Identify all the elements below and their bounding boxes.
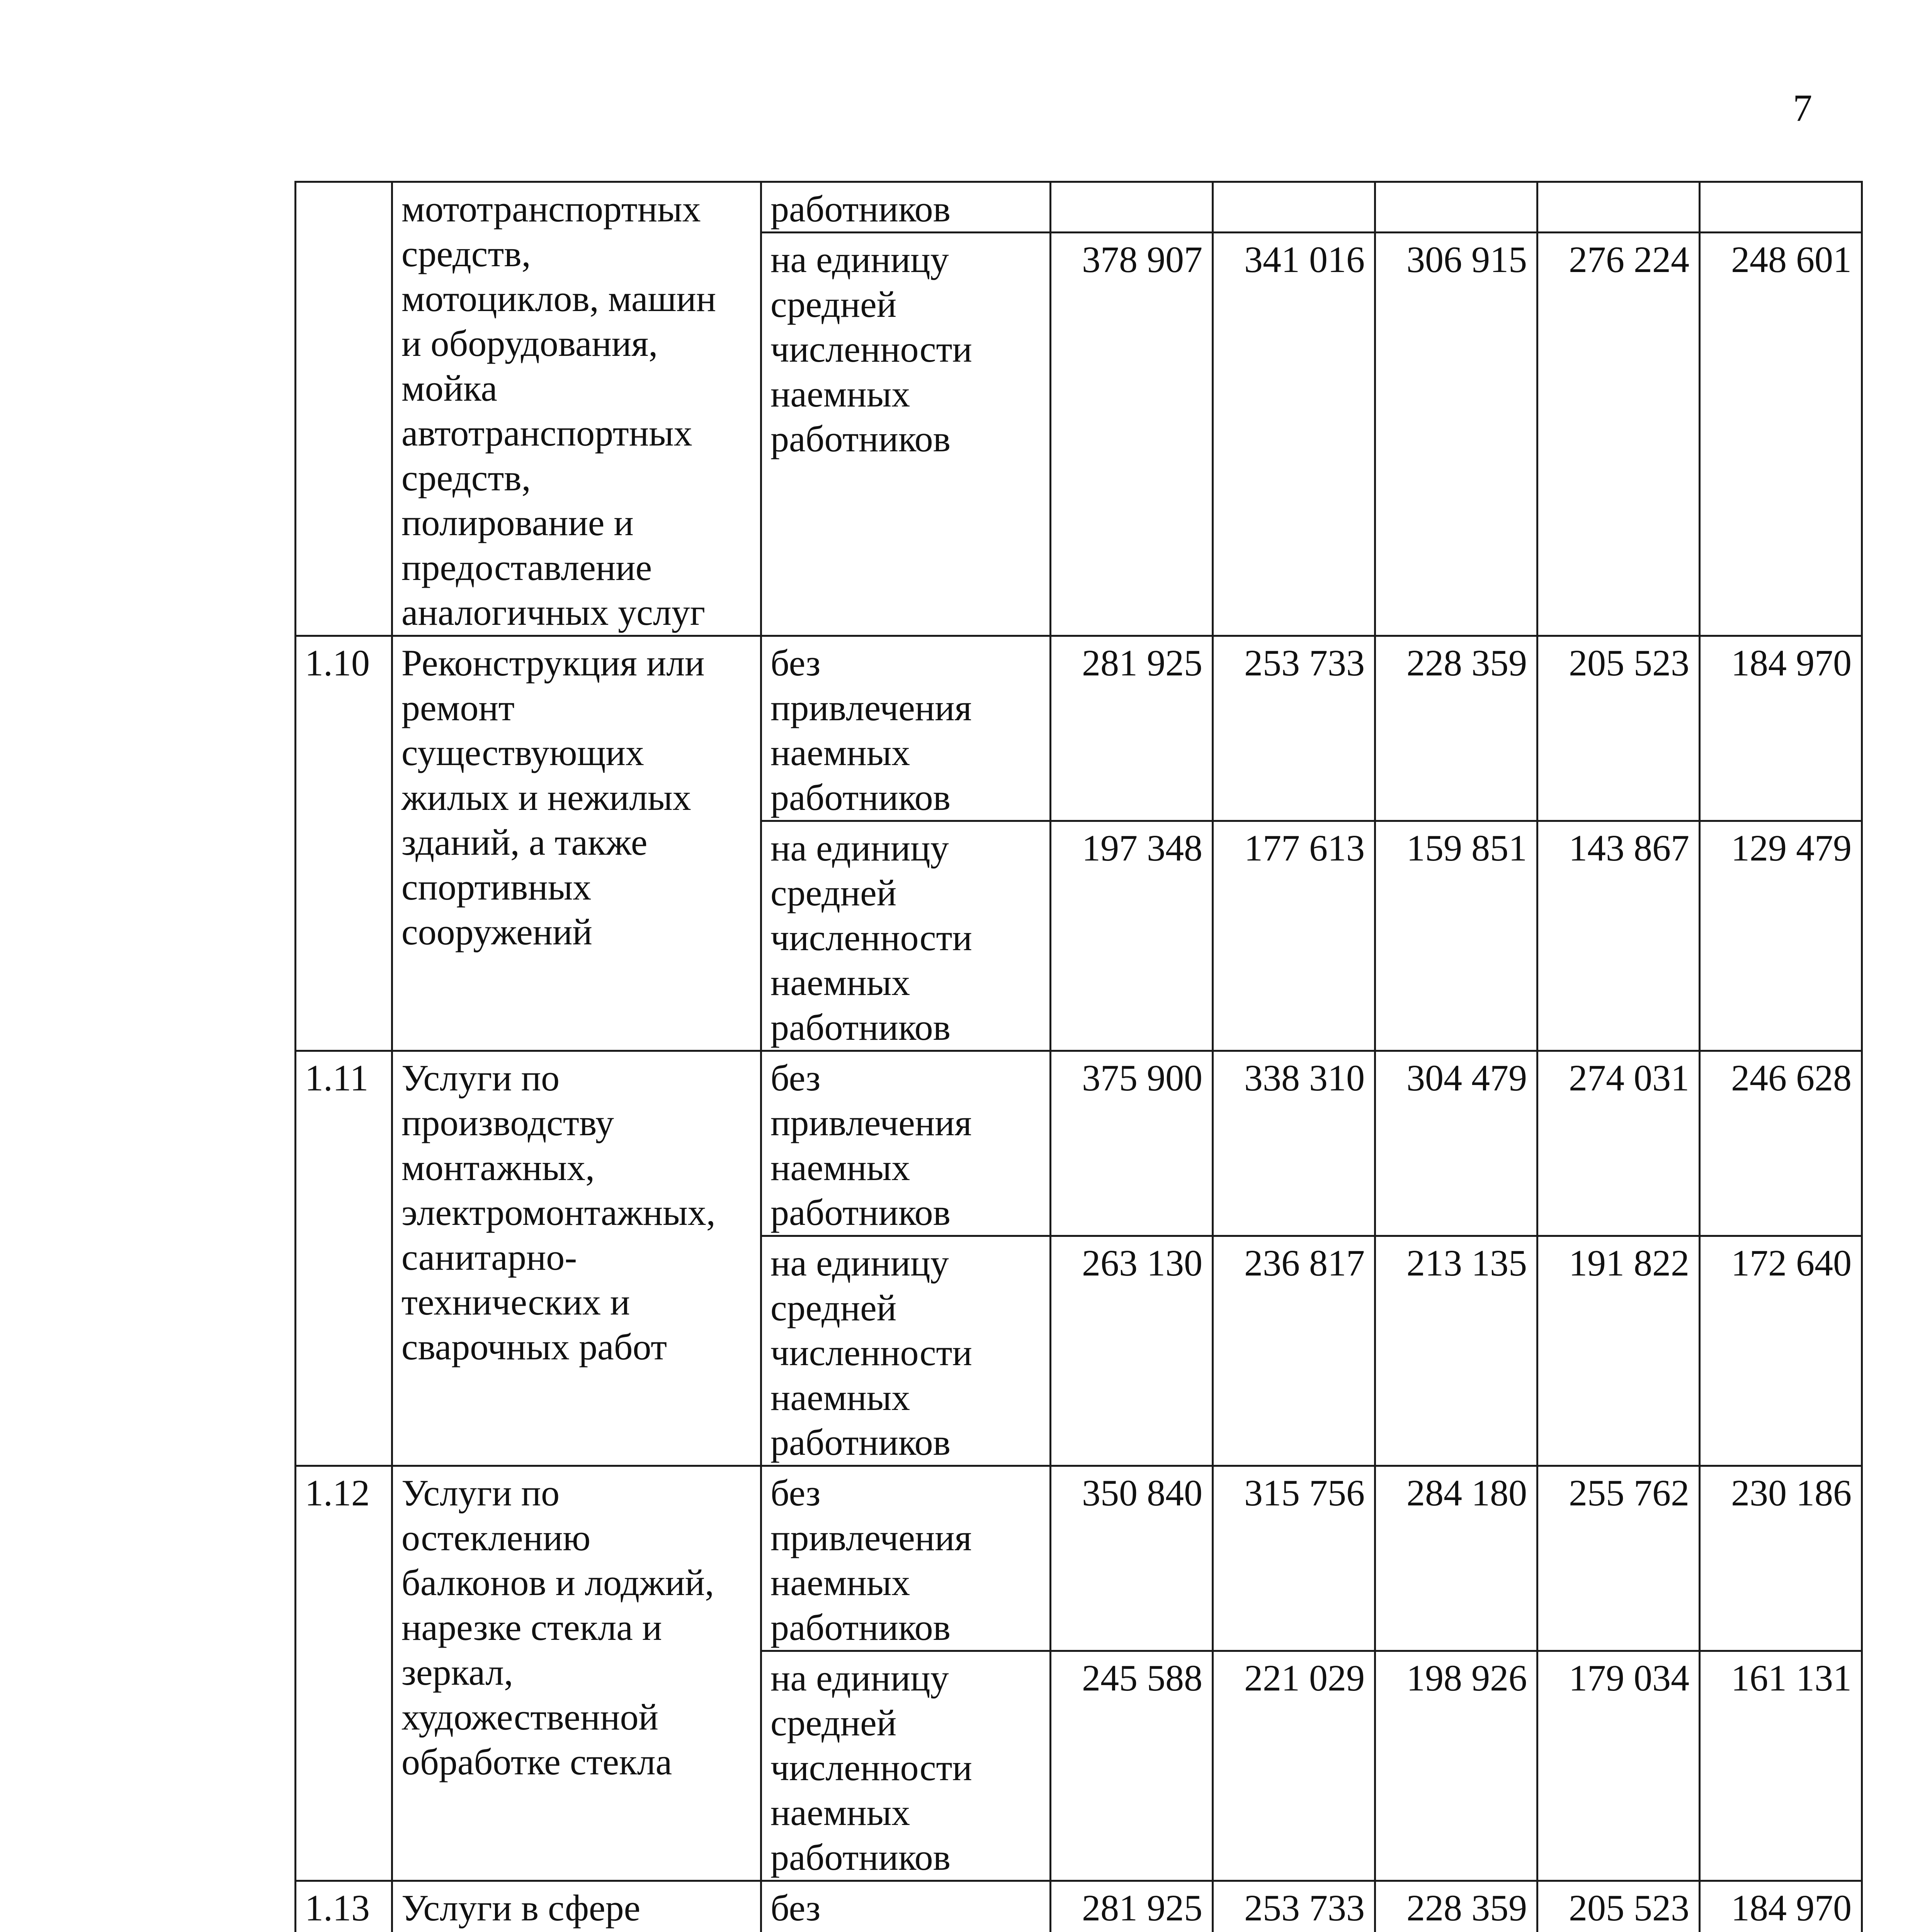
basis-line: наемных: [770, 732, 910, 773]
value-cell: 236 817: [1213, 1236, 1375, 1466]
value-cell: 179 034: [1537, 1651, 1700, 1881]
table-row: [296, 1051, 1862, 1236]
basis-line: наемных: [770, 373, 910, 415]
service-name-line: технических и: [401, 1281, 630, 1323]
value-cell: [1213, 182, 1375, 233]
value-cell: 159 851: [1375, 821, 1537, 1051]
value-cell: 191 822: [1537, 1236, 1700, 1466]
value-cell: 284 180: [1375, 1466, 1537, 1651]
basis-line: работников: [770, 188, 951, 230]
service-name-line: средств,: [401, 233, 531, 274]
basis-line: без: [770, 642, 821, 684]
value-cell: 221 029: [1213, 1651, 1375, 1881]
service-name-line: мойка: [401, 367, 497, 409]
basis-cell: [761, 1651, 1051, 1881]
service-name-line: сооружений: [401, 911, 592, 952]
service-name-line: сварочных работ: [401, 1326, 667, 1367]
value-cell: 306 915: [1375, 233, 1537, 636]
basis-line: численности: [770, 1332, 972, 1373]
tax-rates-table: [294, 181, 1863, 1932]
basis-cell: [761, 1236, 1051, 1466]
table-row: [296, 636, 1862, 821]
basis-line: работников: [770, 777, 951, 818]
service-name-line: производству: [401, 1102, 614, 1143]
service-name-line: Услуги по: [401, 1057, 560, 1099]
service-name-cell: [392, 1051, 761, 1466]
service-name-line: обработке стекла: [401, 1741, 672, 1782]
service-name-cell: [392, 1881, 761, 1932]
service-name-line: электромонтажных,: [401, 1192, 716, 1233]
basis-line: привлечения: [770, 1102, 972, 1143]
value-cell: 172 640: [1700, 1236, 1862, 1466]
row-number-cell: 1.11: [296, 1051, 392, 1466]
basis-line: средней: [770, 1702, 897, 1743]
value-cell: 253 733: [1213, 1881, 1375, 1932]
basis-cell: [761, 1881, 1051, 1932]
service-name-line: балконов и лоджий,: [401, 1562, 714, 1603]
basis-line: работников: [770, 1422, 951, 1463]
value-cell: 184 970: [1700, 636, 1862, 821]
basis-line: на единицу: [770, 1657, 949, 1699]
value-cell: 143 867: [1537, 821, 1700, 1051]
service-name-line: существующих: [401, 732, 644, 773]
value-cell: 274 031: [1537, 1051, 1700, 1236]
value-cell: 161 131: [1700, 1651, 1862, 1881]
service-name-cell: [392, 182, 761, 636]
service-name-line: предоставление: [401, 547, 652, 588]
service-name-line: зеркал,: [401, 1651, 514, 1693]
basis-line: наемных: [770, 1562, 910, 1603]
value-cell: 246 628: [1700, 1051, 1862, 1236]
basis-line: [770, 1930, 1040, 1932]
value-cell: 198 926: [1375, 1651, 1537, 1881]
service-name-line: монтажных,: [401, 1147, 595, 1188]
service-name-line: и оборудования,: [401, 323, 658, 364]
value-cell: 177 613: [1213, 821, 1375, 1051]
row-number-cell: [296, 182, 392, 636]
row-number-cell: 1.12: [296, 1466, 392, 1881]
value-cell: 281 925: [1051, 1881, 1213, 1932]
value-cell: 263 130: [1051, 1236, 1213, 1466]
value-cell: 213 135: [1375, 1236, 1537, 1466]
value-cell: 205 523: [1537, 636, 1700, 821]
basis-line: численности: [770, 328, 972, 370]
value-cell: 184 970: [1700, 1881, 1862, 1932]
service-name-line: остеклению: [401, 1517, 591, 1558]
basis-line: на единицу: [770, 827, 949, 869]
table-row: [296, 1881, 1862, 1932]
basis-line: численности: [770, 917, 972, 958]
service-name-line: Услуги в сфере: [401, 1887, 641, 1929]
basis-line: работников: [770, 418, 951, 459]
value-cell: 350 840: [1051, 1466, 1213, 1651]
basis-cell: [761, 233, 1051, 636]
value-cell: 230 186: [1700, 1466, 1862, 1651]
basis-line: наемных: [770, 1792, 910, 1833]
value-cell: 205 523: [1537, 1881, 1700, 1932]
basis-line: без: [770, 1057, 821, 1099]
value-cell: [1537, 182, 1700, 233]
value-cell: 375 900: [1051, 1051, 1213, 1236]
service-name-line: [401, 1930, 751, 1932]
value-cell: 281 925: [1051, 636, 1213, 821]
service-name-line: мототранспортных: [401, 188, 701, 230]
service-name-line: автотранспортных: [401, 412, 692, 454]
value-cell: 129 479: [1700, 821, 1862, 1051]
service-name-cell: [392, 636, 761, 1051]
value-cell: [1375, 182, 1537, 233]
value-cell: 245 588: [1051, 1651, 1213, 1881]
service-name-line: зданий, а также: [401, 821, 648, 863]
basis-line: на единицу: [770, 1242, 949, 1284]
basis-line: наемных: [770, 962, 910, 1003]
value-cell: 253 733: [1213, 636, 1375, 821]
basis-line: на единицу: [770, 239, 949, 280]
value-cell: 378 907: [1051, 233, 1213, 636]
service-name-line: спортивных: [401, 866, 592, 908]
value-cell: 255 762: [1537, 1466, 1700, 1651]
basis-line: работников: [770, 1007, 951, 1048]
row-number-cell: 1.10: [296, 636, 392, 1051]
basis-cell: [761, 636, 1051, 821]
basis-cell: [761, 821, 1051, 1051]
service-name-line: санитарно-: [401, 1236, 577, 1278]
service-name-line: ремонт: [401, 687, 515, 728]
table-body: [296, 182, 1862, 1932]
service-name-line: Услуги по: [401, 1472, 560, 1514]
basis-cell: [761, 1051, 1051, 1236]
basis-cell: [761, 1466, 1051, 1651]
service-name-line: полирование и: [401, 502, 634, 543]
basis-line: без: [770, 1887, 821, 1929]
value-cell: 228 359: [1375, 1881, 1537, 1932]
basis-line: численности: [770, 1747, 972, 1788]
value-cell: 338 310: [1213, 1051, 1375, 1236]
basis-line: средней: [770, 1287, 897, 1328]
basis-line: без: [770, 1472, 821, 1514]
table-row: [296, 182, 1862, 233]
basis-line: средней: [770, 872, 897, 913]
service-name-line: аналогичных услуг: [401, 592, 706, 633]
row-number-cell: 1.13: [296, 1881, 392, 1932]
service-name-line: мотоциклов, машин: [401, 278, 716, 319]
value-cell: 197 348: [1051, 821, 1213, 1051]
service-name-cell: [392, 1466, 761, 1881]
basis-cell: [761, 182, 1051, 233]
value-cell: 276 224: [1537, 233, 1700, 636]
basis-line: работников: [770, 1192, 951, 1233]
value-cell: 304 479: [1375, 1051, 1537, 1236]
value-cell: 315 756: [1213, 1466, 1375, 1651]
service-name-line: Реконструкция или: [401, 642, 705, 684]
service-name-line: жилых и нежилых: [401, 777, 691, 818]
service-name-line: нарезке стекла и: [401, 1607, 662, 1648]
value-cell: [1700, 182, 1862, 233]
basis-line: привлечения: [770, 1517, 972, 1558]
page-number: 7: [1793, 87, 1812, 129]
value-cell: 228 359: [1375, 636, 1537, 821]
value-cell: 341 016: [1213, 233, 1375, 636]
basis-line: привлечения: [770, 687, 972, 728]
value-cell: [1051, 182, 1213, 233]
basis-line: наемных: [770, 1147, 910, 1188]
table-row: [296, 1466, 1862, 1651]
service-name-line: художественной: [401, 1696, 658, 1738]
basis-line: средней: [770, 284, 897, 325]
basis-line: работников: [770, 1607, 951, 1648]
basis-line: наемных: [770, 1377, 910, 1418]
basis-line: работников: [770, 1837, 951, 1878]
service-name-line: средств,: [401, 457, 531, 498]
value-cell: 248 601: [1700, 233, 1862, 636]
